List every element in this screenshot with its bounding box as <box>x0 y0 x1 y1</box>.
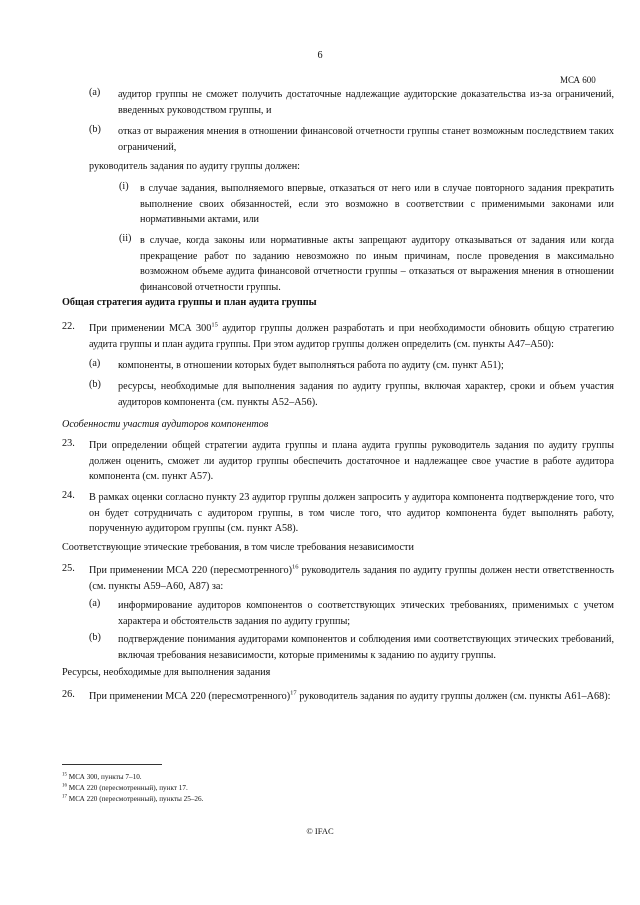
footnote: $^{17}$ МСА 220 (пересмотренный), пункты 25–26. <box>62 794 204 803</box>
list-label: (i) <box>119 181 129 192</box>
list-label: (a) <box>89 598 101 609</box>
list-item: в случае, когда законы или нормативные акты запрещают аудитору отказываться от задания или когда прекращение работ по заданию невозможно по иным причинам, после проведения в максимально возможном объеме аудита финансовой отчетности группы – отказаться от выражения мнения в отношении финансовой отчетности группы. <box>140 235 614 293</box>
paragraph-number: 23. <box>62 438 75 449</box>
paragraph-23: При определении общей стратегии аудита группы и плана аудита группы руководитель задания по аудиту группы должен оценить, сможет ли аудитор группы обеспечить достаточное и надлежащее свое участие в работе аудитора компонента (см. пункт А57). <box>89 440 614 482</box>
list-item: ресурсы, необходимые для выполнения задания по аудиту группы, включая характер, сроки и объем участия аудиторов компонента (см. пункты А52–А56). <box>118 381 614 408</box>
footnote-ref: 17 <box>290 689 297 697</box>
list-label: (b) <box>89 379 101 390</box>
running-title: МСА 600 <box>560 75 596 85</box>
paragraph-number: 26. <box>62 689 75 700</box>
list-label: (b) <box>89 124 101 135</box>
list-item: компоненты, в отношении которых будет выполняться работа по аудиту (см. пункт А51); <box>118 360 504 371</box>
footnote: $^{15}$ МСА 300, пункты 7–10. <box>62 772 142 781</box>
list-item: аудитор группы не сможет получить достаточные надлежащие аудиторские доказательства из-за ограничений, введенных руководством группы, и <box>118 89 614 116</box>
list-label: (a) <box>89 87 101 98</box>
paragraph-number: 22. <box>62 321 75 332</box>
footnote-ref: 15 <box>211 321 218 329</box>
lead-line: руководитель задания по аудиту группы должен: <box>89 161 300 172</box>
list-label: (b) <box>89 632 101 643</box>
footnote: $^{16}$ МСА 220 (пересмотренный), пункт 17. <box>62 783 188 792</box>
paragraph-24: В рамках оценки согласно пункту 23 аудитор группы должен запросить у аудитора компонента подтверждение того, что он будет сотрудничать с аудитором группы, в том числе того, что аудитор компонента будет выполнять работу, порученную аудитором группы (см. пункт А58). <box>89 492 614 534</box>
section-subheading: Особенности участия аудиторов компонентов <box>62 419 269 430</box>
page-footer: © IFAC <box>306 826 334 836</box>
list-item: подтверждение понимания аудиторами компонентов и соблюдения ими соответствующих этических требований, включая требования независимости, которые применимы к заданию по аудиту группы. <box>118 634 614 661</box>
section-heading: Ресурсы, необходимые для выполнения задания <box>62 667 271 678</box>
section-heading: Соответствующие этические требования, в том числе требования независимости <box>62 542 414 553</box>
list-label: (a) <box>89 358 101 369</box>
list-item: в случае задания, выполняемого впервые, отказаться от него или в случае повторного задания прекратить выполнение своих обязанностей, если это возможно в соответствии с применимыми законами или нормативными актами, или <box>140 183 614 225</box>
list-item: информирование аудиторов компонентов о соответствующих этических требованиях, применимых с учетом характера и обстоятельств задания по аудиту группы; <box>118 600 614 627</box>
footnote-divider <box>62 764 162 765</box>
paragraph-25: При применении МСА 220 (пересмотренного)$^{16}$ руководитель задания по аудиту группы должен нести ответственность (см. пункты А59–А60, А87) за: <box>89 563 614 592</box>
list-item: отказ от выражения мнения в отношении финансовой отчетности группы станет возможным последствием таких ограничений, <box>118 126 614 153</box>
list-label: (ii) <box>119 233 132 244</box>
paragraph-number: 24. <box>62 490 75 501</box>
paragraph-number: 25. <box>62 563 75 574</box>
page-number: 6 <box>317 50 323 61</box>
section-heading: Общая стратегия аудита группы и план аудита группы <box>62 297 317 308</box>
footnote-ref: 16 <box>291 563 299 571</box>
paragraph-26: При применении МСА 220 (пересмотренного)$^{17}$ руководитель задания по аудиту группы должен (см. пункты А61–А68): <box>89 689 611 702</box>
paragraph-22: При применении МСА $300^{15}$ аудитор группы должен разработать и при необходимости обновить общую стратегию аудита группы и план аудита группы. При этом аудитор группы должен определить (см. пункты А47–А50): <box>89 321 614 350</box>
